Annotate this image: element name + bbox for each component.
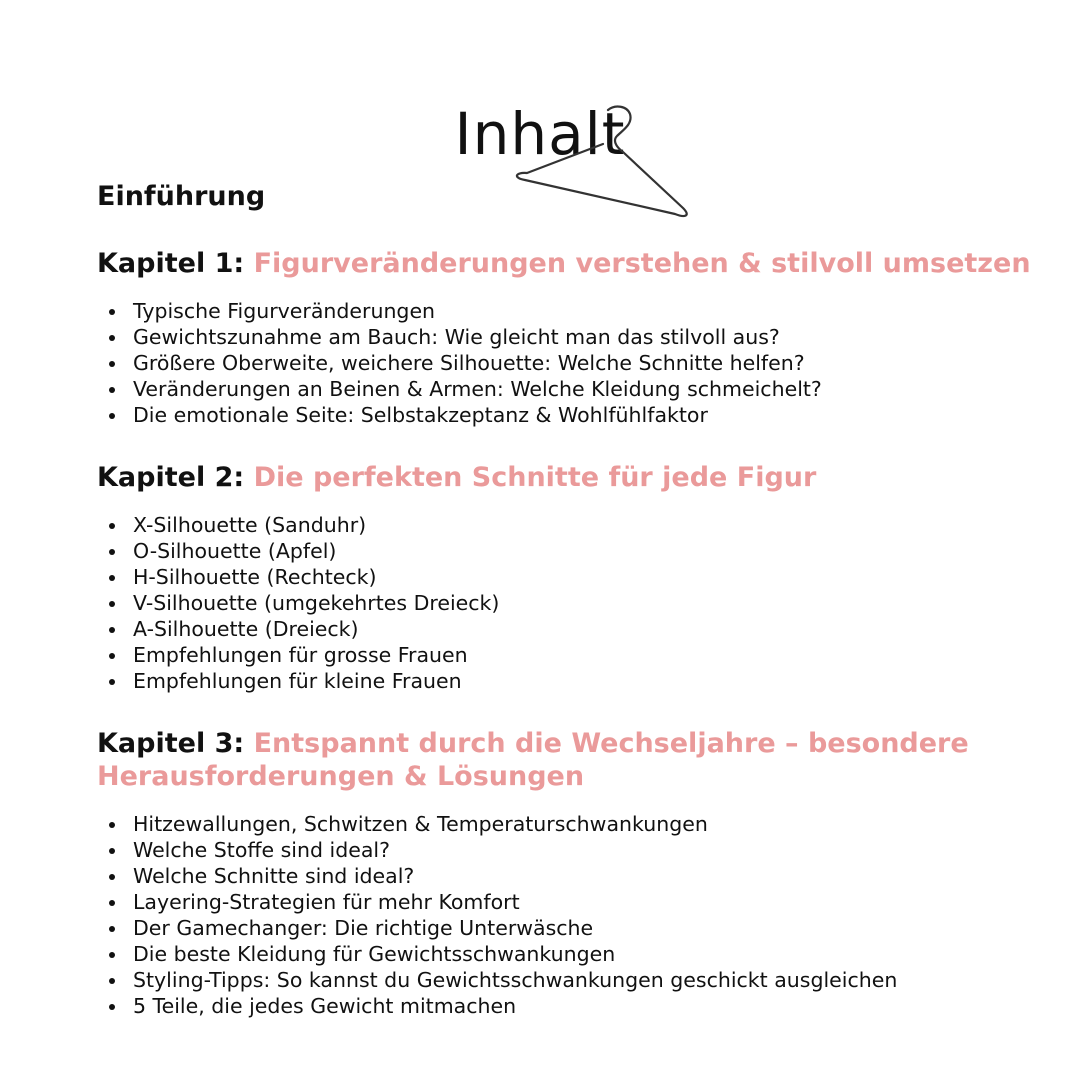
list-item: Größere Oberweite, weichere Silhouette: Welche Schnitte helfen? bbox=[133, 350, 822, 376]
chapter-2-list bbox=[97, 512, 499, 694]
list-item: Empfehlungen für grosse Frauen bbox=[133, 642, 499, 668]
list-item: V-Silhouette (umgekehrtes Dreieck) bbox=[133, 591, 500, 615]
intro-heading: Einführung bbox=[97, 181, 266, 212]
hanger-icon bbox=[505, 100, 700, 225]
list-item: Der Gamechanger: Die richtige Unterwäsche bbox=[133, 915, 897, 941]
chapter-1-title: Figurveränderungen verstehen & stilvoll umsetzen bbox=[253, 248, 1031, 279]
list-item: Welche Stoffe sind ideal? bbox=[133, 837, 897, 863]
chapter-1-list bbox=[97, 298, 822, 428]
chapter-2-heading bbox=[97, 461, 816, 494]
list-item: Styling-Tipps: So kannst du Gewichtsschwankungen geschickt ausgleichen bbox=[133, 968, 898, 992]
list-item: Hitzewallungen, Schwitzen & Temperaturschwankungen bbox=[133, 811, 897, 837]
list-item: Die emotionale Seite: Selbstakzeptanz & Wohlfühlfaktor bbox=[133, 402, 822, 428]
list-item: Die beste Kleidung für Gewichtsschwankungen bbox=[133, 941, 897, 967]
page-title: Inhalt bbox=[454, 99, 626, 168]
chapter-3-label: Kapitel 3: bbox=[97, 728, 245, 759]
chapter-2-title: Die perfekten Schnitte für jede Figur bbox=[253, 462, 817, 493]
list-item: Empfehlungen für kleine Frauen bbox=[133, 668, 499, 694]
chapter-3-title: Entspannt durch die Wechseljahre – besondere Herausforderungen & Lösungen bbox=[97, 728, 969, 792]
chapter-2-label: Kapitel 2: bbox=[97, 462, 245, 493]
list-item: A-Silhouette (Dreieck) bbox=[133, 616, 499, 642]
chapter-3-list bbox=[97, 811, 897, 1019]
list-item: Typische Figurveränderungen bbox=[133, 298, 822, 324]
list-item: Gewichtszunahme am Bauch: Wie gleicht man das stilvoll aus? bbox=[133, 324, 822, 350]
list-item: Welche Schnitte sind ideal? bbox=[133, 863, 897, 889]
list-item: X-Silhouette (Sanduhr) bbox=[133, 512, 499, 538]
list-item: Layering-Strategien für mehr Komfort bbox=[133, 889, 897, 915]
chapter-3-heading bbox=[97, 727, 977, 793]
list-item: O-Silhouette (Apfel) bbox=[133, 538, 499, 564]
list-item: 5 Teile, die jedes Gewicht mitmachen bbox=[133, 993, 897, 1019]
list-item: H-Silhouette (Rechteck) bbox=[133, 564, 499, 590]
list-item: Veränderungen an Beinen & Armen: Welche Kleidung schmeichelt? bbox=[133, 377, 822, 401]
chapter-1-label: Kapitel 1: bbox=[97, 248, 245, 279]
chapter-1-heading bbox=[97, 247, 1031, 280]
